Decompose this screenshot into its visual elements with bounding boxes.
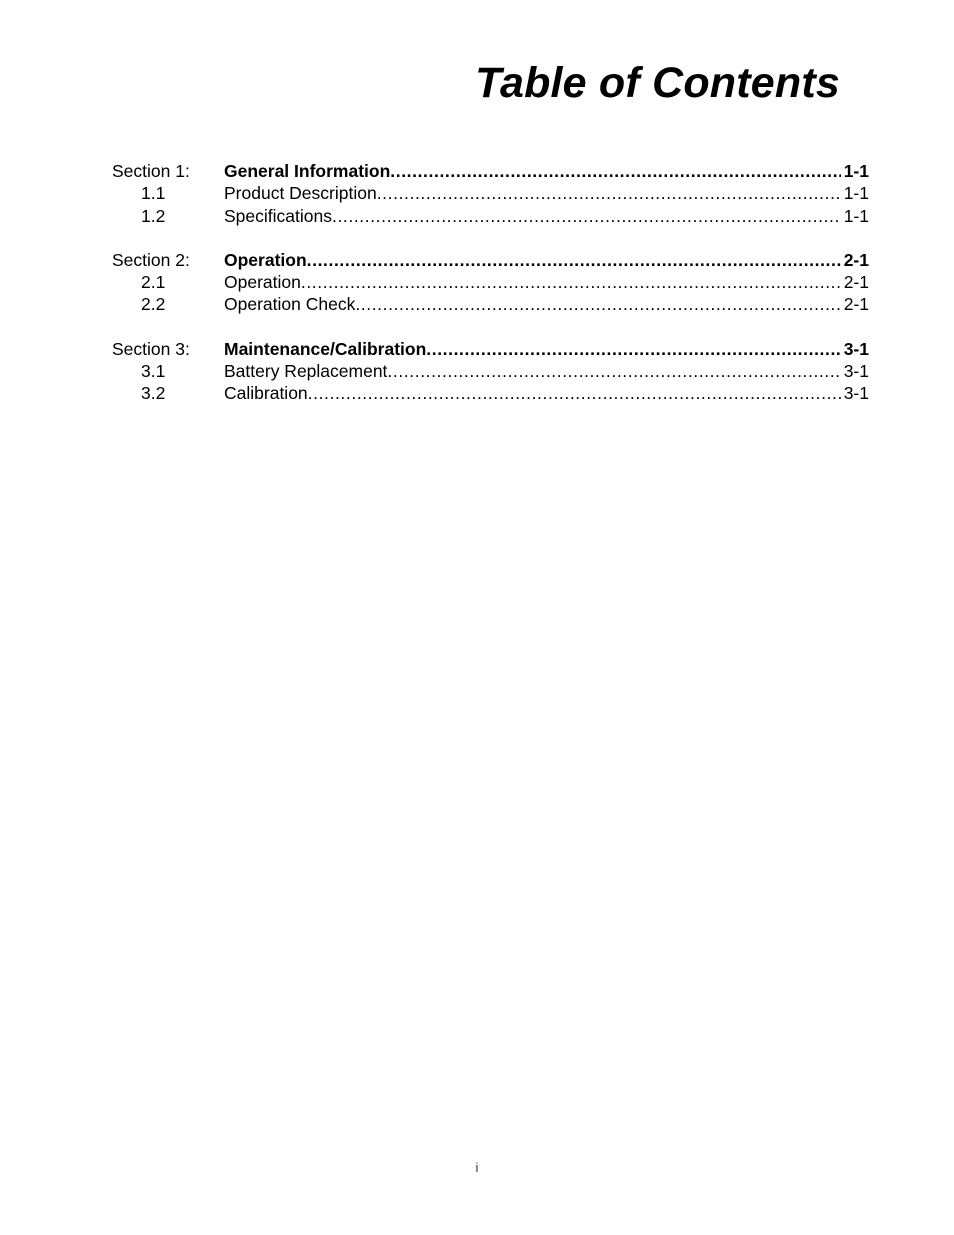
toc-item[interactable] bbox=[112, 360, 869, 382]
toc-item-number: 3.2 bbox=[141, 383, 166, 404]
toc-section-title: Operation bbox=[224, 249, 307, 270]
toc-entry bbox=[224, 338, 869, 360]
toc-dot-leader bbox=[355, 293, 840, 315]
table-of-contents bbox=[112, 160, 869, 427]
page-title: Table of Contents bbox=[475, 59, 840, 107]
toc-entry bbox=[224, 382, 869, 404]
toc-item-number: 3.1 bbox=[141, 361, 166, 382]
toc-item[interactable] bbox=[112, 382, 869, 404]
toc-dot-leader bbox=[301, 271, 841, 293]
toc-section-3 bbox=[112, 338, 869, 405]
toc-item-number: 2.1 bbox=[141, 272, 166, 293]
toc-section-1 bbox=[112, 160, 869, 227]
toc-item-title: Operation bbox=[224, 272, 301, 293]
toc-item-number: 2.2 bbox=[141, 294, 166, 315]
toc-item[interactable] bbox=[112, 205, 869, 227]
toc-dot-leader bbox=[308, 382, 841, 404]
toc-entry bbox=[224, 271, 869, 293]
toc-page-number: 3-1 bbox=[843, 383, 869, 404]
toc-item-title: Specifications bbox=[224, 205, 332, 226]
toc-page-number: 1-1 bbox=[843, 161, 869, 181]
page-number-footer: i bbox=[475, 1160, 479, 1175]
toc-dot-leader bbox=[307, 249, 841, 271]
toc-page-number: 2-1 bbox=[843, 272, 869, 293]
toc-item[interactable] bbox=[112, 182, 869, 204]
toc-entry bbox=[224, 182, 869, 204]
toc-entry bbox=[224, 249, 869, 271]
toc-dot-leader bbox=[426, 338, 840, 360]
toc-entry bbox=[224, 293, 869, 315]
toc-item[interactable] bbox=[112, 271, 869, 293]
toc-entry bbox=[224, 205, 869, 227]
toc-item-title: Product Description bbox=[224, 183, 377, 204]
toc-dot-leader bbox=[387, 360, 840, 382]
toc-entry bbox=[224, 360, 869, 382]
toc-section-label: Section 2: bbox=[112, 249, 190, 270]
toc-section-heading[interactable] bbox=[112, 249, 869, 271]
toc-section-label: Section 1: bbox=[112, 161, 190, 181]
toc-section-2 bbox=[112, 249, 869, 316]
toc-page-number: 1-1 bbox=[843, 183, 869, 204]
toc-item-number: 1.1 bbox=[141, 183, 166, 204]
toc-dot-leader bbox=[332, 205, 841, 227]
toc-dot-leader bbox=[377, 182, 841, 204]
toc-dot-leader bbox=[390, 160, 840, 182]
toc-page-number: 2-1 bbox=[843, 294, 869, 315]
toc-item[interactable] bbox=[112, 293, 869, 315]
toc-item-title: Operation Check bbox=[224, 294, 356, 315]
toc-section-title: Maintenance/Calibration bbox=[224, 338, 427, 359]
toc-section-title: General Information bbox=[224, 161, 391, 181]
toc-item-number: 1.2 bbox=[141, 205, 166, 226]
toc-section-heading[interactable] bbox=[112, 338, 869, 360]
toc-page-number: 1-1 bbox=[843, 205, 869, 226]
toc-entry bbox=[224, 160, 869, 182]
toc-section-label: Section 3: bbox=[112, 338, 190, 359]
toc-item-title: Calibration bbox=[224, 383, 308, 404]
toc-page-number: 2-1 bbox=[843, 249, 869, 270]
toc-item-title: Battery Replacement bbox=[224, 361, 388, 382]
toc-page-number: 3-1 bbox=[843, 338, 869, 359]
toc-section-heading[interactable] bbox=[112, 160, 869, 182]
toc-page-number: 3-1 bbox=[843, 361, 869, 382]
